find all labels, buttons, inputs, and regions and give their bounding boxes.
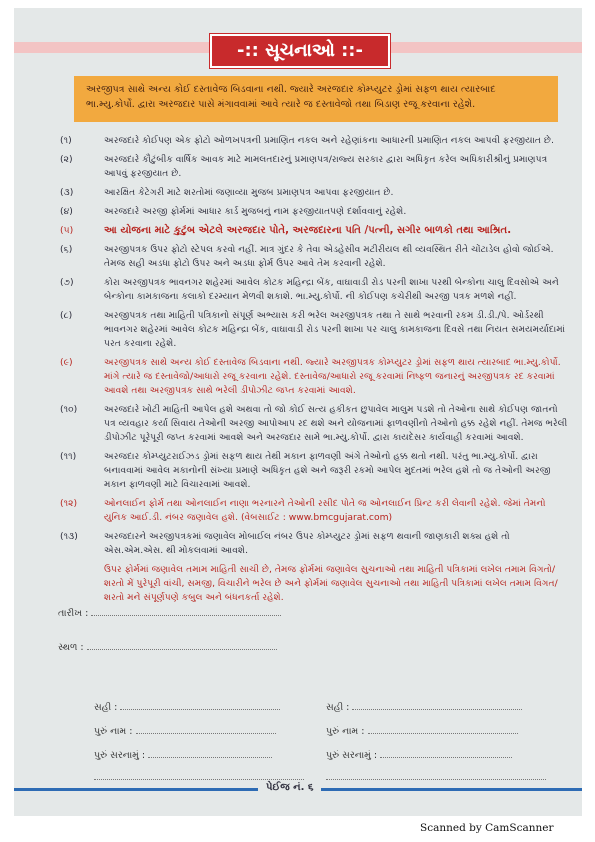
item-number: (૫): [60, 225, 74, 236]
notice-box: અરજીપત્ર સાથે અન્ય કોઈ દસ્તાવેજ બિડવાના નથી. જ્યારે અરજદાર કોમ્પ્યુટર ડ્રોમાં સફળ થાય ત્યારબાદ ભા.મ્યુ.કોર્પો. દ્વારા અરજદાર પાસે મંગાવવામાં આવે ત્યારે જ દસ્તાવેજો તથા બિડાણ રજૂ કરવાના રહેશે.: [74, 76, 558, 122]
list-item: [60, 450, 568, 492]
website-link[interactable]: ઓનલાઈન ફોર્મ તથા ઓનલાઈન નાણા ભરનારને તેઓની રસીદ પોતે જ ઓનલાઈન પ્રિન્ટ કરી લેવાની રહેશે. જેમાં તેમનો યુનિક આઈ.ડી. નંબર જણાવેલ હશે. (વેબસાઈટ : www.bmcgujarat.com): [104, 498, 546, 523]
list-item: [60, 356, 568, 398]
item-number: (૮): [60, 310, 73, 321]
name2-label: પુરું નામ :: [326, 726, 365, 737]
item-text: કોરા અરજીપત્રક ભાવનગર શહેરમાં આવેલ કોટક મહિન્દ્રા બેંક, વાઘાવાડી રોડ પરની શાખા પરથી બેન્કોના ચાલુ દિવસોએ અને બેન્કોના કામકાજના કલાકો દરમ્યાન મેળવી શકાશે. ભા.મ્યુ.કોર્પો. ની કોઈપણ કચેરીથી અરજી પત્રક મળશે નહીં.: [104, 277, 559, 302]
list-item: [60, 403, 568, 445]
sign1-label: સહી :: [94, 702, 118, 713]
item-text: અરજદારને અરજીપત્રકમાં જણાવેલ મોબાઈલ નંબર ઉપર કોમ્પ્યુટર ડ્રોમાં સફળ થવાની જાણકારી શક્ય હશે તો એસ.એમ.એસ. થી મોકલવામાં આવશે.: [104, 531, 510, 556]
page-title: -:: સૂચનાઓ ::-: [210, 34, 390, 68]
declaration-text: ઉપર ફોર્મમાં જણાવેલ તમામ માહિતી સાચી છે, તેમજ ફોર્મમાં જણાવેલ સુચનાઓ તથા માહિતી પત્રિકામાં લખેલ તમામ વિગતો/શરતો મેં પુરેપૂરી વાંચી, સમજી, વિચારીને ભરેલ છે અને ફોર્મમાં જણાવેલ સુચનાઓ તથા માહિતી પત્રિકામાં લખેલ તમામ વિગત/શરતો મને સંપૂર્ણપણે કબુલ અને બંધનકર્તા રહેશે.: [104, 564, 558, 603]
item-text: અરજદારે કોઈપણ એક ફોટો ઓળખપત્રની પ્રમાણિત નકલ અને રહેણાંકના આધારની પ્રમાણિત નકલ આપવી ફરજીયાત છે.: [104, 135, 554, 146]
list-item: [60, 224, 568, 238]
item-number: (૩): [60, 187, 74, 198]
item-number: (૬): [60, 244, 73, 255]
item-number: (૧૨): [60, 498, 78, 509]
name2-field[interactable]: [326, 726, 518, 737]
addr2-extra[interactable]: [326, 772, 546, 783]
item-number: (૧૩): [60, 531, 78, 542]
list-item: [60, 276, 568, 304]
item-text: અરજીપત્રક તથા માહિતી પત્રિકાનો સંપૂર્ણ અભ્યાસ કરી ભરેલ અરજીપત્રક તથા તે સાથે ભરવાની રકમ ડી.ડી./પે. ઓર્ડરથી ભાવનગર શહેરમાં આવેલ કોટક મહિન્દ્રા બેંક, વાઘાવાડી રોડ પરની શાખા પર ચાલુ કામકાજના દિવસે તથા નિયત સમયમર્યાદામાં પરત કરવાના રહેશે.: [104, 310, 566, 349]
name1-label: પુરું નામ :: [94, 726, 133, 737]
addr2-field[interactable]: [326, 750, 512, 761]
date-line[interactable]: [91, 615, 281, 616]
item-number: (૨): [60, 154, 73, 165]
item-number: (૧૦): [60, 404, 78, 415]
date-label: તારીખ :: [58, 608, 89, 619]
sign1-field[interactable]: [94, 702, 280, 713]
item-text: અરજદારે ખોટી માહિતી આપેલ હશે અથવા તો જો કોઈ સત્ય હકીકત છુપાવેલ માલુમ પડશે તો તેઓના સાથે કોઈપણ જાતનો પત્ર વ્યવહાર કર્યા સિવાય તેઓની અરજી આપોઆપ રદ થશે અને યોજનામાં ફાળવણીનો તેઓનો હક્ક રહેશે નહીં. તેમજ ભરેલી ડીપોઝીટ પૂરેપૂરી જપ્ત કરવામાં આવશે અને અરજદાર સામે ભા.મ્યુ.કોર્પો. દ્વારા કાયદેસર કાર્યવાહી કરવામાં આવશે.: [104, 404, 568, 443]
list-item: [60, 134, 568, 148]
sign2-label: સહી :: [326, 702, 350, 713]
addr1-line-2[interactable]: [94, 779, 304, 780]
name2-line[interactable]: [368, 733, 518, 734]
date-field[interactable]: [58, 608, 281, 619]
addr1-label: પુરું સરનામું :: [94, 750, 146, 761]
item-text: અરજીપત્રક સાથે અન્ય કોઈ દસ્તાવેજ બિડવાના નથી. જ્યારે અરજીપત્રક કોમ્પ્યુટર ડ્રોમાં સફળ થાય ત્યારબાદ ભા.મ્યુ.કોર્પો. માંગે ત્યારે જ દસ્તાવેજો/આધારો રજૂ કરવાના રહેશે. દસ્તાવેજ/આધારો રજૂ કરવામાં નિષ્ફળ જનારનું અરજીપત્રક રદ કરવામાં આવશે તથા અરજીપત્રક સાથે ભરેલી ડીપોઝીટ જપ્ત કરવામાં આવશે.: [104, 357, 561, 396]
sign1-line[interactable]: [120, 709, 280, 710]
list-item: [60, 243, 568, 271]
addr2-line-2[interactable]: [326, 779, 546, 780]
addr2-label: પુરું સરનામું :: [326, 750, 378, 761]
item-number: (૪): [60, 206, 73, 217]
name1-field[interactable]: [94, 726, 276, 737]
addr2-line[interactable]: [380, 757, 512, 758]
place-line[interactable]: [87, 649, 277, 650]
sign2-line[interactable]: [352, 709, 522, 710]
list-item: [60, 497, 568, 525]
sign2-field[interactable]: [326, 702, 522, 713]
name1-line[interactable]: [136, 733, 276, 734]
item-number: (૧૧): [60, 451, 77, 462]
item-text: અરજદારે કૌટુંબીક વાર્ષિક આવક માટે મામલતદારનું પ્રમાણપત્ર/રાજ્ય સરકાર દ્વારા અધિકૃત કરેલ અધિકારીશ્રીનું પ્રમાણપત્ર આપવું ફરજીયાત છે.: [104, 154, 548, 179]
instructions-list: [60, 134, 568, 610]
item-text: આ યોજના માટે કુટુંબ એટલે અરજદાર પોતે, અરજદારના પતિ /પત્ની, સગીર બાળકો તથા આશ્રિત.: [104, 225, 512, 236]
addr1-field[interactable]: [94, 750, 272, 761]
list-item: [60, 205, 568, 219]
page-number: પેઈજ નં. ૬: [258, 782, 321, 793]
item-number: (૧): [60, 135, 72, 146]
list-item: [60, 309, 568, 351]
page-sheet: [14, 8, 582, 816]
item-text: અરજીપત્રક ઉપર ફોટો સ્ટેપલ કરવો નહીં. માત્ર ગુંદર કે તેવા એડહેસીવ મટીરીયલ થી વ્યવસ્થિત રીતે ચોંટાડેલ હોવો જોઈએ. તેમજ સહી અડધા ફોટો ઉપર અને અડધા ફોર્મ ઉપર આવે તેમ કરવાની રહેશે.: [104, 244, 554, 269]
item-text: અરજદાર કોમ્પ્યુટરાઈઝડ ડ્રોમાં સફળ થાય તેથી મકાન ફાળવણી અંગે તેઓનો હક્ક થતો નથી. પરંતુ ભા.મ્યુ.કોર્પો. દ્વારા બનાવવામાં આવેલ મકાનોની સંખ્યા પ્રમાણે અધિકૃત હશે અને જરૂરી રકમો આપેલ મુદતમાં ભરેલ હશે તો જ તેઓની અરજી મકાન ફાળવણી માટે વિચારવામાં આવશે.: [104, 451, 551, 490]
place-label: સ્થળ :: [58, 642, 84, 653]
item-number: (૯): [60, 357, 73, 368]
list-item: [60, 186, 568, 200]
addr1-line[interactable]: [148, 757, 272, 758]
scanner-watermark: Scanned by CamScanner: [420, 822, 554, 834]
list-item: [60, 153, 568, 181]
list-item: [60, 530, 568, 558]
item-text: આરક્ષિત કેટેગરી માટે શરતોમાં જણાવ્યા મુજબ પ્રમાણપત્ર આપવા ફરજીયાત છે.: [104, 187, 394, 198]
item-text: અરજદારે અરજી ફોર્મમાં આધાર કાર્ડ મુજબનું નામ ફરજીયાતપણે દર્શાવવાનું રહેશે.: [104, 206, 407, 217]
place-field[interactable]: [58, 642, 277, 653]
item-number: (૭): [60, 277, 74, 288]
